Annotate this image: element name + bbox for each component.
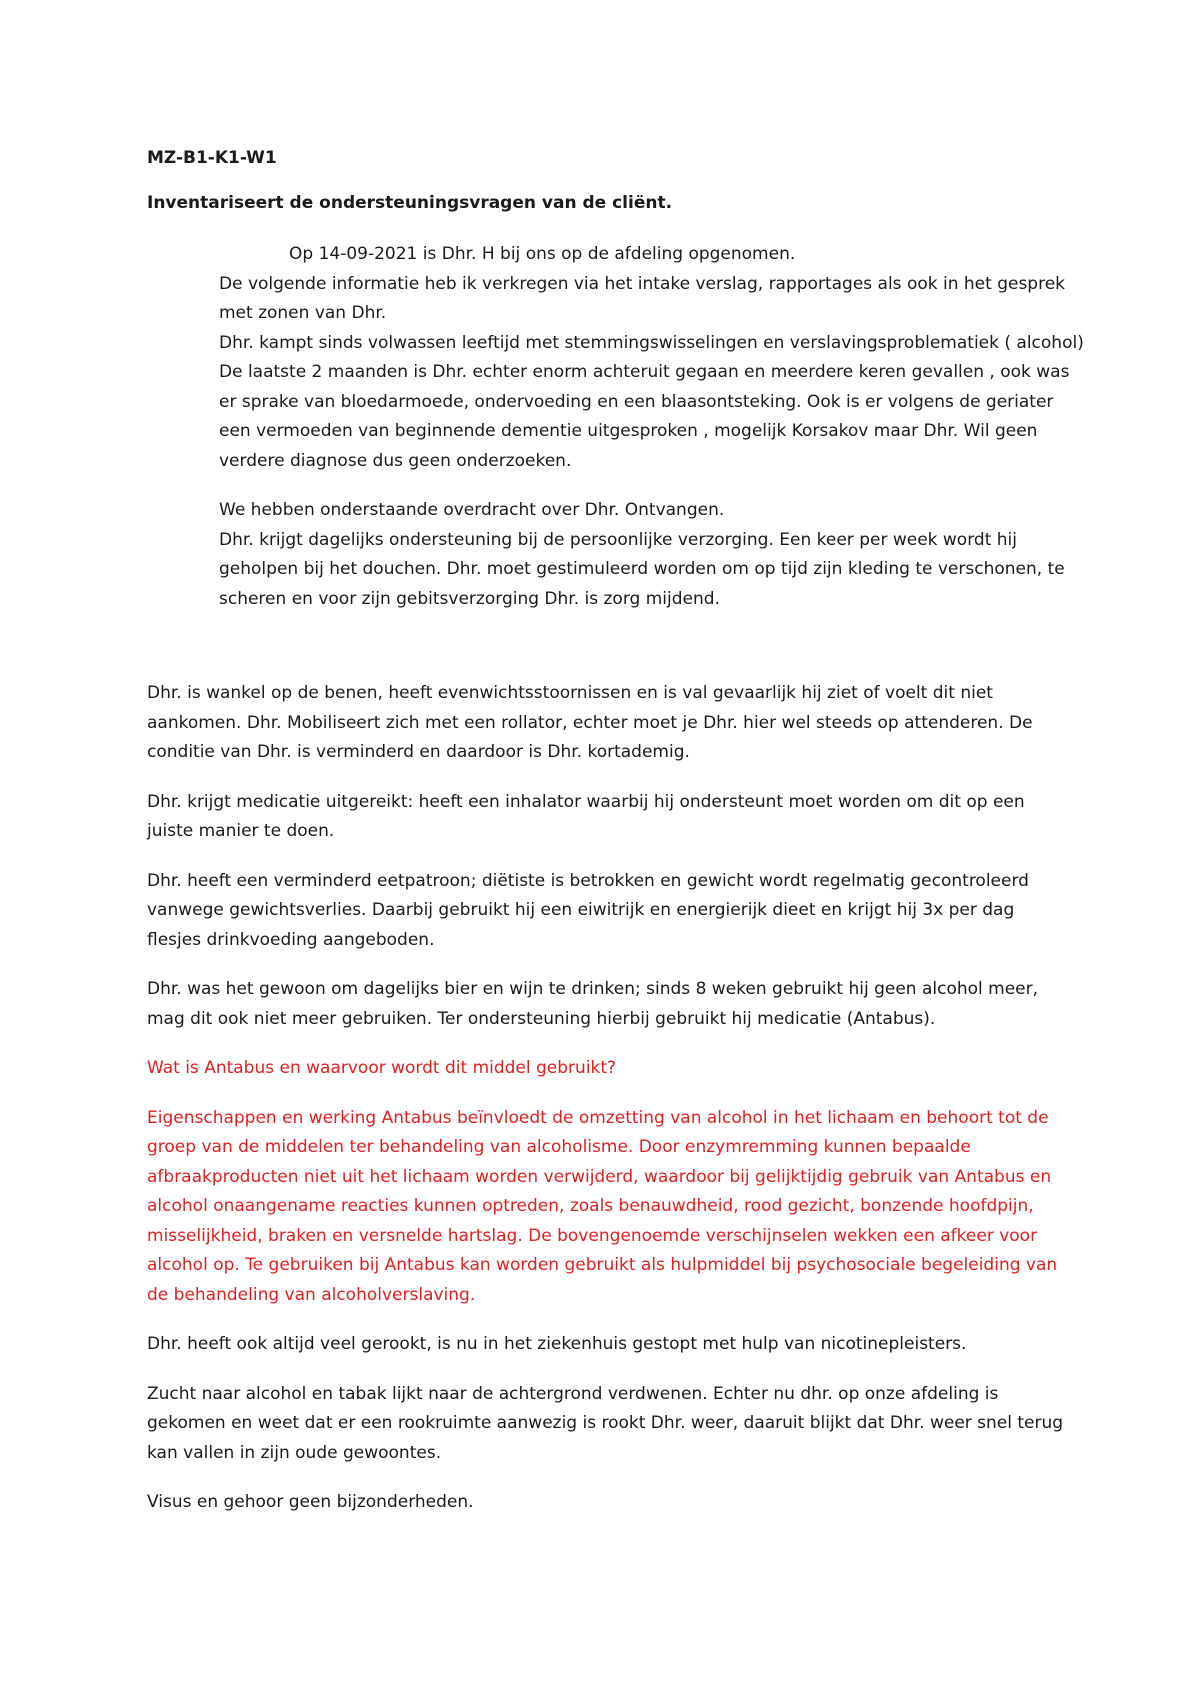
intro-paragraph-1: De volgende informatie heb ik verkregen via het intake verslag, rapportages als ook in het gesprek met zonen van Dhr. — [219, 273, 1066, 323]
antabus-question: Wat is Antabus en waarvoor wordt dit middel gebruikt? — [147, 1058, 617, 1078]
document-code: MZ-B1-K1-W1 — [147, 148, 277, 168]
body-paragraph-2: Dhr. krijgt medicatie uitgereikt: heeft een inhalator waarbij hij ondersteunt moet worden om dit op een juiste manier te doen. — [147, 791, 1025, 841]
body-paragraph-4: Dhr. was het gewoon om dagelijks bier en wijn te drinken; sinds 8 weken gebruikt hij geen alcohol meer, mag dit ook niet meer gebruiken. Ter ondersteuning hierbij gebruikt hij medicatie (Antabus). — [147, 979, 1039, 1029]
intro-section — [219, 240, 1089, 614]
body-paragraph-1: Dhr. is wankel op de benen, heeft evenwichtsstoornissen en is val gevaarlijk hij ziet of voelt dit niet aankomen. Dhr. Mobiliseert zich met een rollator, echter moet je Dhr. hier wel steeds op attenderen. De conditie van Dhr. is verminderd en daardoor is Dhr. kortademig. — [147, 683, 1033, 762]
body-section — [147, 679, 1067, 1538]
body-paragraph-6: Zucht naar alcohol en tabak lijkt naar de achtergrond verdwenen. Echter nu dhr. op onze afdeling is gekomen en weet dat er een rookruimte aanwezig is rookt Dhr. weer, daaruit blijkt dat Dhr. weer snel terug kan vallen in zijn oude gewoontes. — [147, 1383, 1064, 1463]
intro-paragraph-2: Dhr. kampt sinds volwassen leeftijd met stemmingswisselingen en verslavingsproblematiek ( alcohol) De laatste 2 maanden is Dhr. echter enorm achteruit gegaan en meerdere keren gevallen , ook was er sprake van bloedarmoede, ondervoeding en een blaasontsteking. Ook is er volgens de geriater een vermoeden van beginnende dementie uitgesproken , mogelijk Korsakov maar Dhr. Wil geen verdere diagnose dus geen onderzoeken. — [219, 332, 1084, 471]
intro-paragraph-4: Dhr. krijgt dagelijks ondersteuning bij de persoonlijke verzorging. Een keer per week wordt hij geholpen bij het douchen. Dhr. moet gestimuleerd worden om op tijd zijn kleding te verschonen, te scheren en voor zijn gebitsverzorging Dhr. is zorg mijdend. — [219, 529, 1065, 609]
body-paragraph-5: Dhr. heeft ook altijd veel gerookt, is nu in het ziekenhuis gestopt met hulp van nicotinepleisters. — [147, 1334, 967, 1354]
antabus-answer: Eigenschappen en werking Antabus beïnvloedt de omzetting van alcohol in het lichaam en behoort tot de groep van de middelen ter behandeling van alcoholisme. Door enzymremming kunnen bepaalde afbraakproducten niet uit het lichaam worden verwijderd, waardoor bij gelijktijdig gebruik van Antabus en alcohol onaangename reacties kunnen optreden, zoals benauwdheid, rood gezicht, bonzende hoofdpijn, misselijkheid, braken en versnelde hartslag. De bovengenoemde verschijnselen wekken een afkeer voor alcohol op. Te gebruiken bij Antabus kan worden gebruikt als hulpmiddel bij psychosociale begeleiding van de behandeling van alcoholverslaving. — [147, 1107, 1058, 1305]
intro-first-line: Op 14-09-2021 is Dhr. H bij ons op de afdeling opgenomen. — [289, 244, 796, 264]
body-paragraph-3: Dhr. heeft een verminderd eetpatroon; diëtiste is betrokken en gewicht wordt regelmatig gecontroleerd vanwege gewichtsverlies. Daarbij gebruikt hij een eiwitrijk en energierijk dieet en krijgt hij 3x per dag flesjes drinkvoeding aangeboden. — [147, 870, 1029, 950]
intro-paragraph-3: We hebben onderstaande overdracht over Dhr. Ontvangen. — [219, 500, 725, 520]
document-heading: Inventariseert de ondersteuningsvragen van de cliënt. — [147, 193, 673, 213]
body-paragraph-7: Visus en gehoor geen bijzonderheden. — [147, 1492, 474, 1512]
